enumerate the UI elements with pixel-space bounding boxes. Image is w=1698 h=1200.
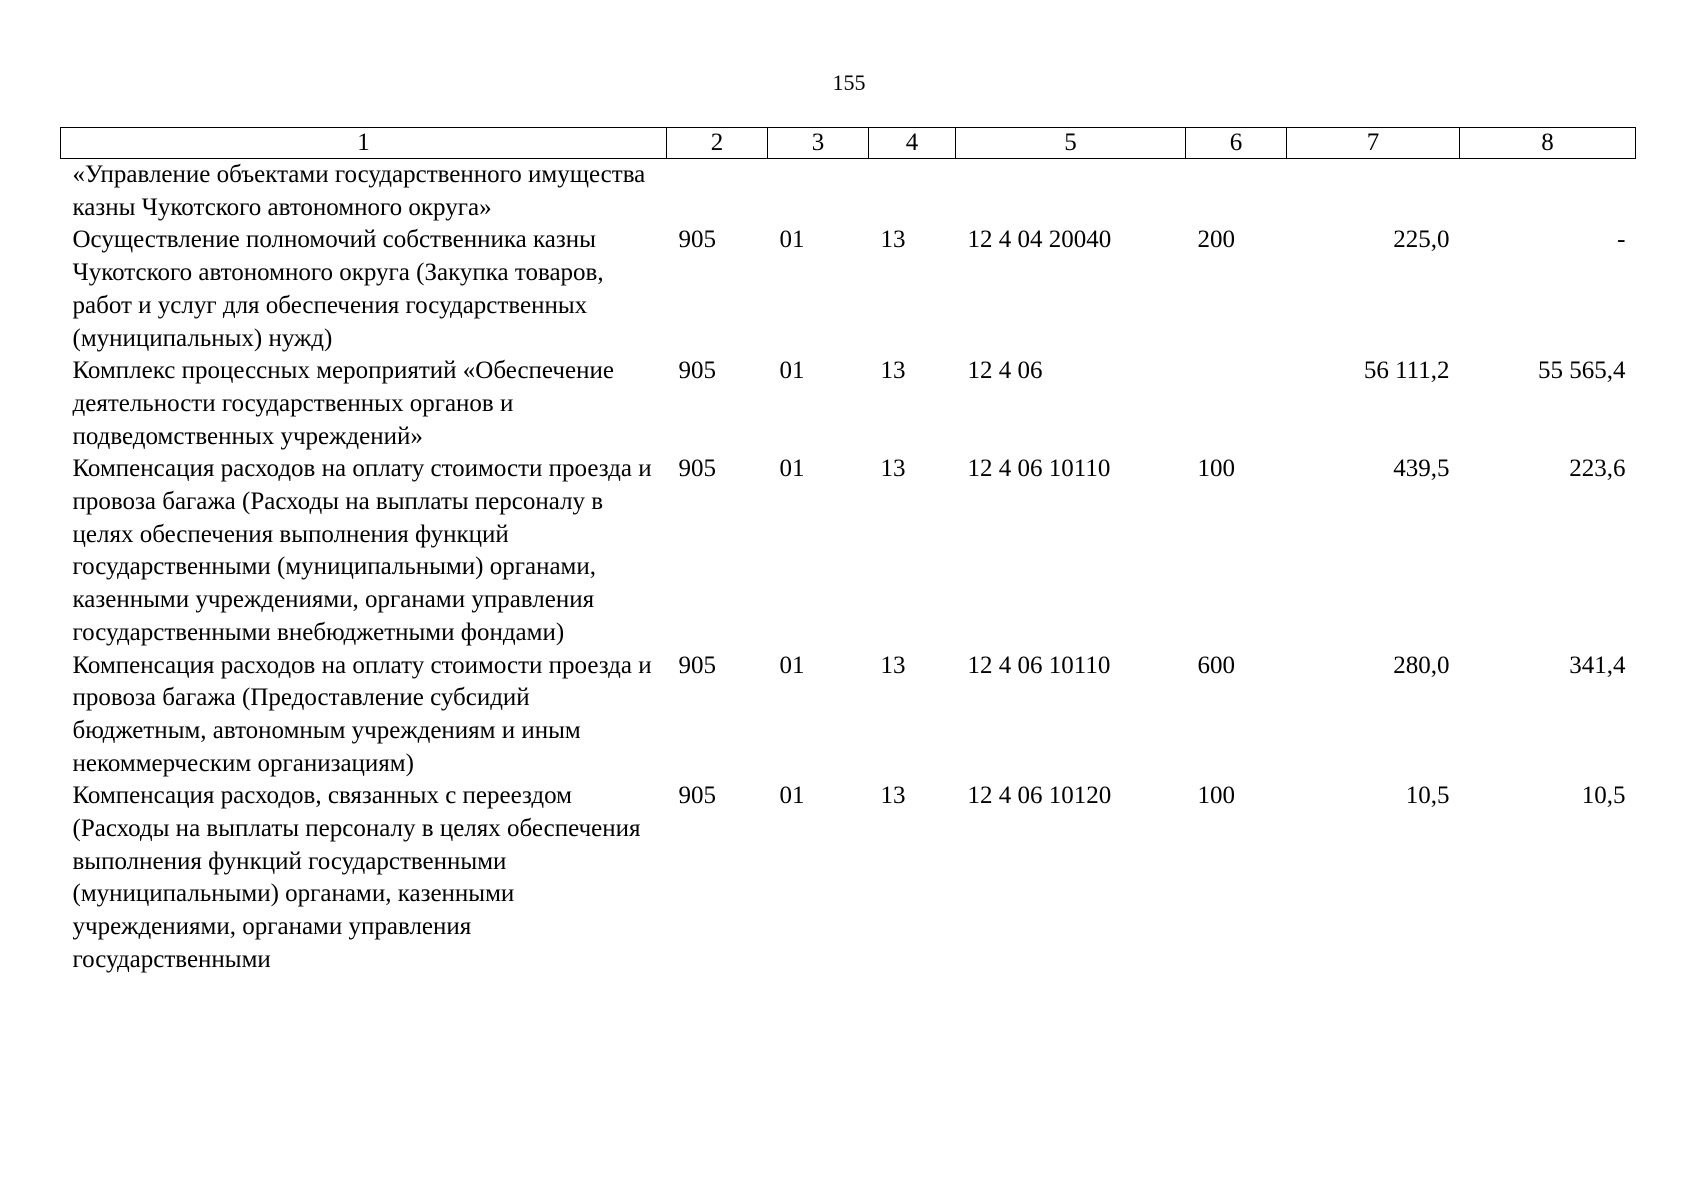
target-article-code: 12 4 06 [967, 357, 1043, 385]
amount-col-7: 225,0 [1393, 226, 1450, 254]
amount-col-8: 10,5 [1581, 782, 1626, 810]
section-code: 01 [779, 782, 805, 810]
expense-type-code: 100 [1197, 782, 1235, 810]
row-description: Компенсация расходов на оплату стоимости проезда и провоза багажа (Предоставление субсидий бюджетным, автономным учреждениям и иным некоммерческим организациям) [72, 651, 652, 777]
expense-type-code: 600 [1197, 651, 1235, 679]
subsection-code: 13 [880, 455, 906, 483]
amount-col-8: 341,4 [1569, 651, 1626, 679]
table-body [61, 159, 1636, 977]
amount-col-8 [1460, 159, 1636, 225]
column-header-2: 2 [667, 128, 768, 159]
ministry-code: 905 [678, 226, 716, 254]
budget-table [60, 127, 1636, 977]
subsection-code [869, 159, 956, 225]
expense-type-code [1186, 355, 1287, 453]
row-description: Осуществление полномочий собственника казны Чукотского автономного округа (Закупка товаров, работ и услуг для обеспечения государственных (муниципальных) нужд) [72, 226, 604, 352]
subsection-code: 13 [880, 782, 906, 810]
amount-col-7: 56 111,2 [1363, 357, 1450, 385]
amount-col-7: 280,0 [1393, 651, 1450, 679]
target-article-code: 12 4 06 10110 [967, 651, 1111, 679]
ministry-code: 905 [678, 782, 716, 810]
table-row [61, 224, 1636, 355]
table-row [61, 650, 1636, 781]
target-article-code: 12 4 04 20040 [967, 226, 1112, 254]
table-row [61, 159, 1636, 225]
expense-type-code: 100 [1197, 455, 1235, 483]
column-header-5: 5 [956, 128, 1186, 159]
amount-col-8: - [1617, 226, 1626, 254]
target-article-code [956, 159, 1186, 225]
target-article-code: 12 4 06 10120 [967, 782, 1112, 810]
table-row [61, 780, 1636, 976]
page-number: 155 [832, 70, 866, 95]
amount-col-8: 223,6 [1569, 455, 1626, 483]
ministry-code [667, 159, 768, 225]
section-code: 01 [779, 455, 805, 483]
amount-col-7: 10,5 [1405, 782, 1450, 810]
column-header-4: 4 [869, 128, 956, 159]
row-description: «Управление объектами государственного имущества казны Чукотского автономного округа» [72, 161, 646, 221]
amount-col-7 [1287, 159, 1460, 225]
column-header-6: 6 [1186, 128, 1287, 159]
row-description: Комплекс процессных мероприятий «Обеспечение деятельности государственных органов и подведомственных учреждений» [72, 357, 614, 450]
column-header-1: 1 [61, 128, 667, 159]
subsection-code: 13 [880, 357, 906, 385]
table-header [61, 128, 1636, 159]
ministry-code: 905 [678, 651, 716, 679]
column-header-7: 7 [1287, 128, 1460, 159]
table-row [61, 355, 1636, 453]
subsection-code: 13 [880, 651, 906, 679]
column-header-3: 3 [768, 128, 869, 159]
row-description: Компенсация расходов, связанных с переездом (Расходы на выплаты персоналу в целях обеспечения выполнения функций государственными (муниципальными) органами, казенными учреждениями, органами управления государственными [72, 782, 641, 973]
column-header-8: 8 [1460, 128, 1636, 159]
expense-type-code: 200 [1197, 226, 1235, 254]
ministry-code: 905 [678, 357, 716, 385]
amount-col-7: 439,5 [1393, 455, 1450, 483]
subsection-code: 13 [880, 226, 906, 254]
amount-col-8: 55 565,4 [1538, 357, 1626, 385]
section-code [768, 159, 869, 225]
header-row [61, 128, 1636, 159]
section-code: 01 [779, 226, 805, 254]
row-description: Компенсация расходов на оплату стоимости проезда и провоза багажа (Расходы на выплаты персоналу в целях обеспечения выполнения функций государственными (муниципальными) органами, казенными учреждениями, органами управления государственными внебюджетными фондами) [72, 455, 652, 646]
ministry-code: 905 [678, 455, 716, 483]
section-code: 01 [779, 357, 805, 385]
table-row [61, 453, 1636, 649]
section-code: 01 [779, 651, 805, 679]
expense-type-code [1186, 159, 1287, 225]
target-article-code: 12 4 06 10110 [967, 455, 1111, 483]
